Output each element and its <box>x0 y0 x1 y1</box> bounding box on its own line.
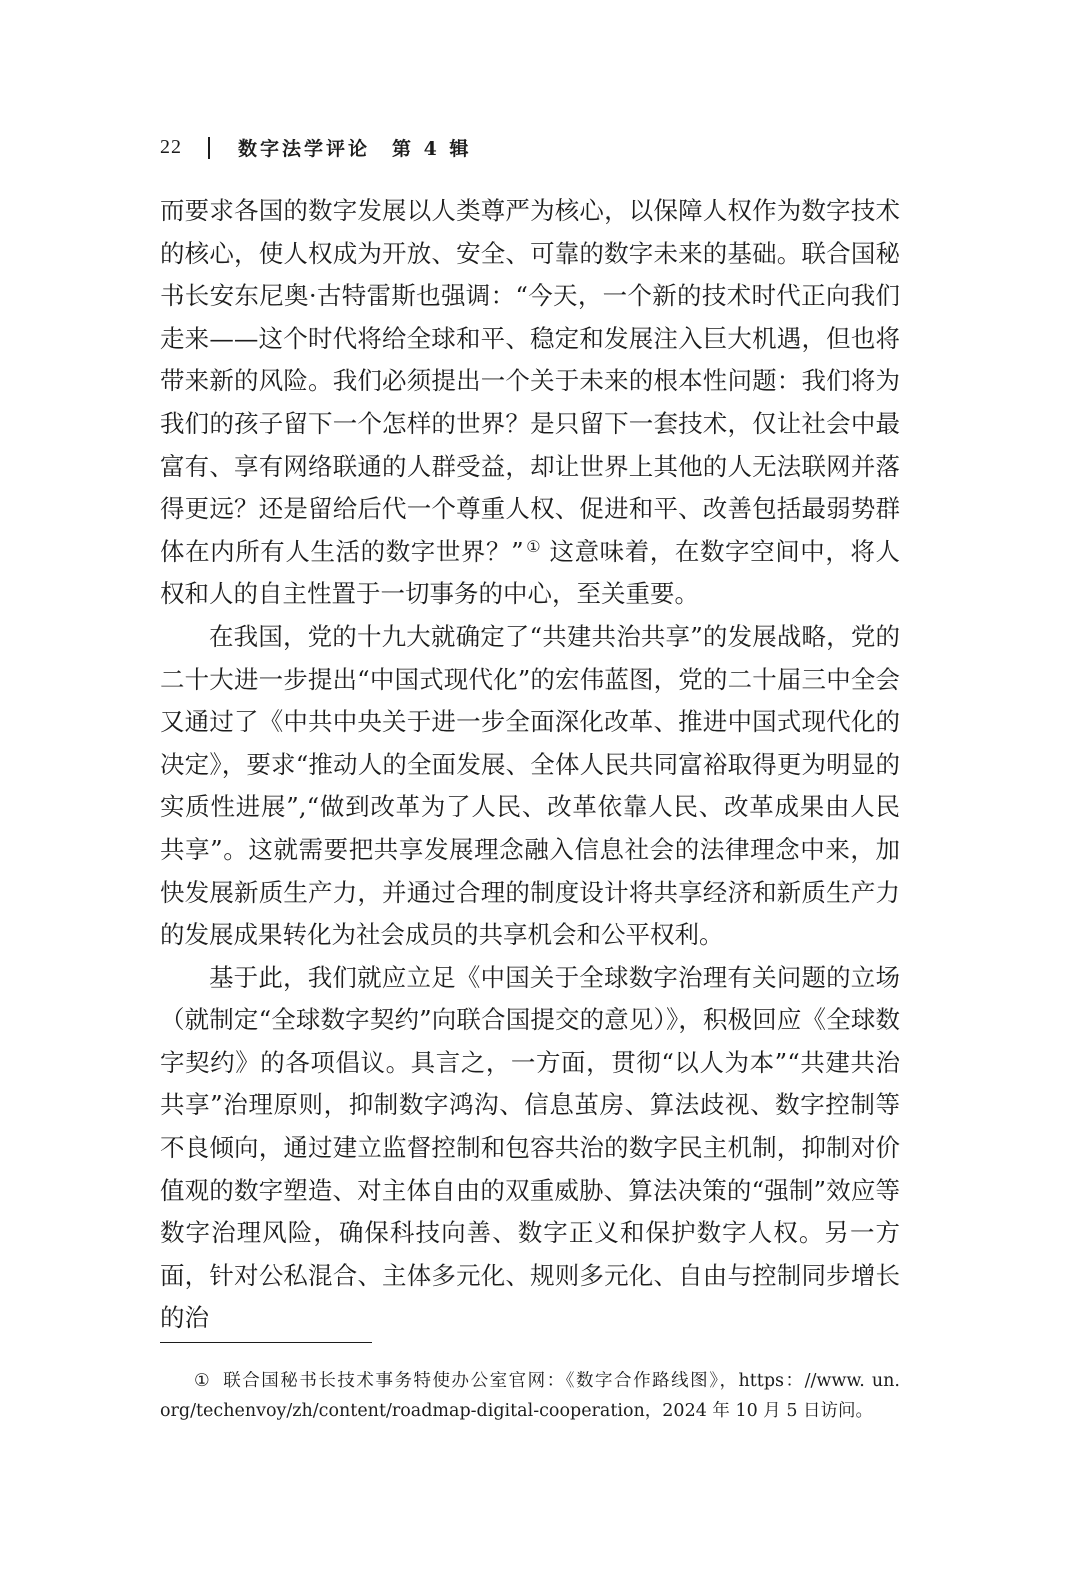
paragraph-continued <box>160 190 900 616</box>
page-number: 22 <box>160 136 182 158</box>
body-text <box>160 190 900 1340</box>
paragraph-2: 在我国，党的十九大就确定了“共建共治共享”的发展战略，党的二十大进一步提出“中国式现代化”的宏伟蓝图，党的二十届三中全会又通过了《中共中央关于进一步全面深化改革、推进中国式现代化的决定》，要求“推动人的全面发展、全体人民共同富裕取得更为明显的实质性进展”,“做到改革为了人民、改革依靠人民、改革成果由人民共享”。这就需要把共享发展理念融入信息社会的法律理念中来，加快发展新质生产力，并通过合理的制度设计将共享经济和新质生产力的发展成果转化为社会成员的共享机会和公平权利。 <box>160 621 900 950</box>
footnote-text: 联合国秘书长技术事务特使办公室官网：《数字合作路线图》，https：//www. un. org/techenvoy/zh/content/roadmap-digital-cooperation，2024 年 10 月 5 日访问。 <box>160 1371 900 1421</box>
paragraph-3: 基于此，我们就应立足《中国关于全球数字治理有关问题的立场（就制定“全球数字契约”向联合国提交的意见）》，积极回应《全球数字契约》的各项倡议。具言之，一方面，贯彻“以人为本”“共建共治共享”治理原则，抑制数字鸿沟、信息茧房、算法歧视、数字控制等不良倾向，通过建立监督控制和包容共治的数字民主机制，抑制对价值观的数字塑造、对主体自由的双重威胁、算法决策的“强制”效应等数字治理风险，确保科技向善、数字正义和保护数字人权。另一方面，针对公私混合、主体多元化、规则多元化、自由与控制同步增长的治 <box>160 962 900 1333</box>
running-header <box>160 134 471 161</box>
paragraph-1-tail: 这意味着，在数字空间中，将人权和人的自主性置于一切事务的中心，至关重要。 <box>160 536 901 609</box>
footnote-mark: ① <box>194 1371 212 1391</box>
header-separator <box>208 137 210 159</box>
series-title: 数字法学评论 第 4 辑 <box>238 138 472 160</box>
footnote-divider <box>160 1342 372 1343</box>
footnote <box>160 1366 900 1426</box>
paragraph-1-text: 而要求各国的数字发展以人类尊严为核心，以保障人权作为数字技术的核心，使人权成为开放、安全、可靠的数字未来的基础。联合国秘书长安东尼奥·古特雷斯也强调：“今天，一个新的技术时代正向我们走来——这个时代将给全球和平、稳定和发展注入巨大机遇，但也将带来新的风险。我们必须提出一个关于未来的根本性问题：我们将为我们的孩子留下一个怎样的世界？是只留下一套技术，仅让社会中最富有、享有网络联通的人群受益，却让世界上其他的人无法联网并落得更远？还是留给后代一个尊重人权、促进和平、改善包括最弱势群体在内所有人生活的数字世界？” <box>160 196 900 566</box>
footnote-reference: ① <box>525 536 542 556</box>
